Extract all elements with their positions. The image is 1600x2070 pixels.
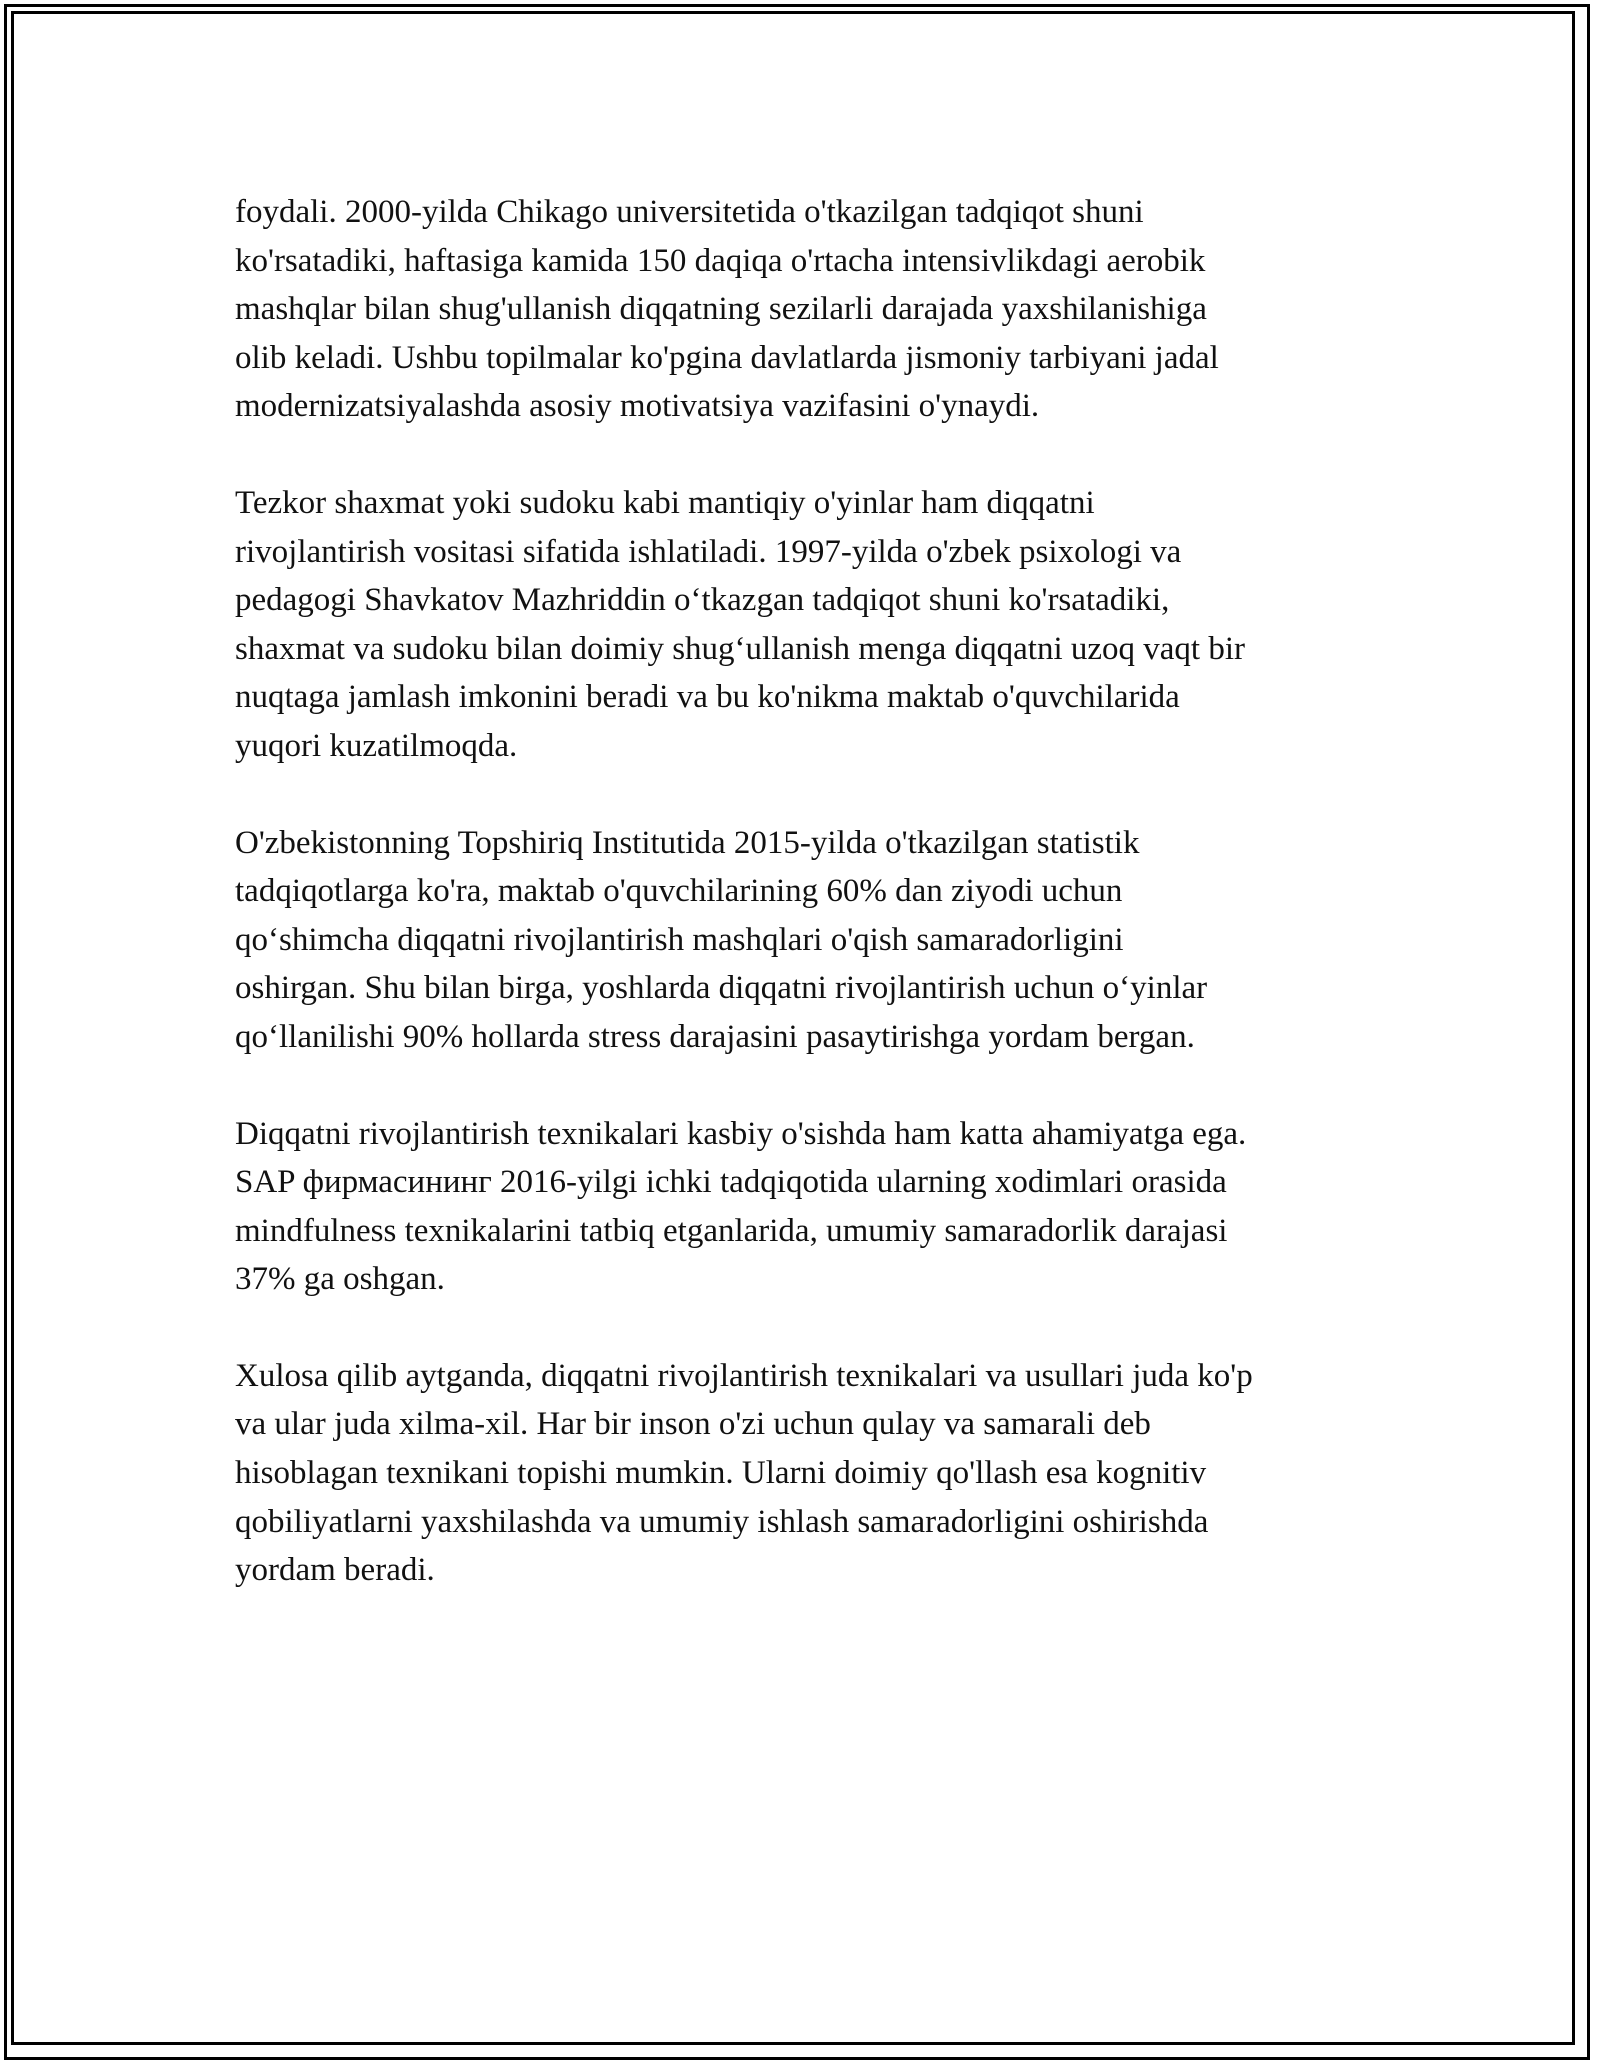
text-line: SAP фирмасининг 2016-yilgi ichki tadqiqotida ularning xodimlari orasida: [235, 1164, 1227, 1201]
text-line: ko'rsatadiki, haftasiga kamida 150 daqiqa o'rtacha intensivlikdagi aerobik: [235, 242, 1206, 279]
text-line: foydali. 2000-yilda Chikago universitetida o'tkazilgan tadqiqot shuni: [235, 194, 1144, 230]
text-line: yuqori kuzatilmoqda.: [235, 727, 518, 764]
text-line: modernizatsiyalashda asosiy motivatsiya vazifasini o'ynaydi.: [235, 388, 1040, 425]
text-line: tadqiqotlarga ko'ra, maktab o'quvchilarining 60% dan ziyodi uchun: [235, 873, 1123, 910]
text-line: rivojlantirish vositasi sifatida ishlatiladi. 1997-yilda o'zbek psixologi va: [235, 533, 1182, 570]
text-line: mindfulness texnikalarini tatbiq etganlarida, umumiy samaradorlik darajasi: [235, 1212, 1228, 1249]
text-line: pedagogi Shavkatov Mazhriddin o‘tkazgan tadqiqot shuni ko'rsatadiki,: [235, 582, 1170, 619]
text-line: mashqlar bilan shug'ullanish diqqatning sezilarli darajada yaxshilanishiga: [235, 291, 1207, 328]
text-line: qo‘shimcha diqqatni rivojlantirish mashqlari o'qish samaradorligini: [235, 921, 1124, 958]
paragraph-2: [235, 479, 1385, 771]
text-line: Xulosa qilib aytganda, diqqatni rivojlantirish texnikalari va usullari juda ko'p: [235, 1357, 1253, 1394]
text-line: olib keladi. Ushbu topilmalar ko'pgina davlatlarda jismoniy tarbiyani jadal: [235, 339, 1219, 376]
text-line: yordam beradi.: [235, 1552, 435, 1589]
text-line: nuqtaga jamlash imkonini beradi va bu ko'nikma maktab o'quvchilarida: [235, 679, 1180, 716]
text-line: qo‘llanilishi 90% hollarda stress darajasini pasaytirishga yordam bergan.: [235, 1018, 1195, 1055]
text-line: va ular juda xilma-xil. Har bir inson o'zi uchun qulay va samarali deb: [235, 1406, 1151, 1443]
text-line: hisoblagan texnikani topishi mumkin. Ularni doimiy qo'llash esa kognitiv: [235, 1455, 1207, 1492]
text-line: shaxmat va sudoku bilan doimiy shug‘ullanish menga diqqatni uzoq vaqt bir: [235, 630, 1246, 667]
text-line: oshirgan. Shu bilan birga, yoshlarda diqqatni rivojlantirish uchun o‘yinlar: [235, 970, 1208, 1007]
text-line: 37% ga oshgan.: [235, 1261, 445, 1298]
paragraph-3: [235, 819, 1385, 1062]
text-line: O'zbekistonning Topshiriq Institutida 2015-yilda o'tkazilgan statistik: [235, 824, 1140, 861]
text-line: Tezkor shaxmat yoki sudoku kabi mantiqiy o'yinlar ham diqqatni: [235, 484, 1095, 521]
text-line: qobiliyatlarni yaxshilashda va umumiy ishlash samaradorligini oshirishda: [235, 1503, 1209, 1540]
document-body: [235, 188, 1385, 1643]
paragraph-4: [235, 1110, 1385, 1304]
paragraph-1: [235, 188, 1385, 431]
text-line: Diqqatni rivojlantirish texnikalari kasbiy o'sishda ham katta ahamiyatga ega.: [235, 1115, 1247, 1152]
paragraph-5: [235, 1352, 1385, 1595]
